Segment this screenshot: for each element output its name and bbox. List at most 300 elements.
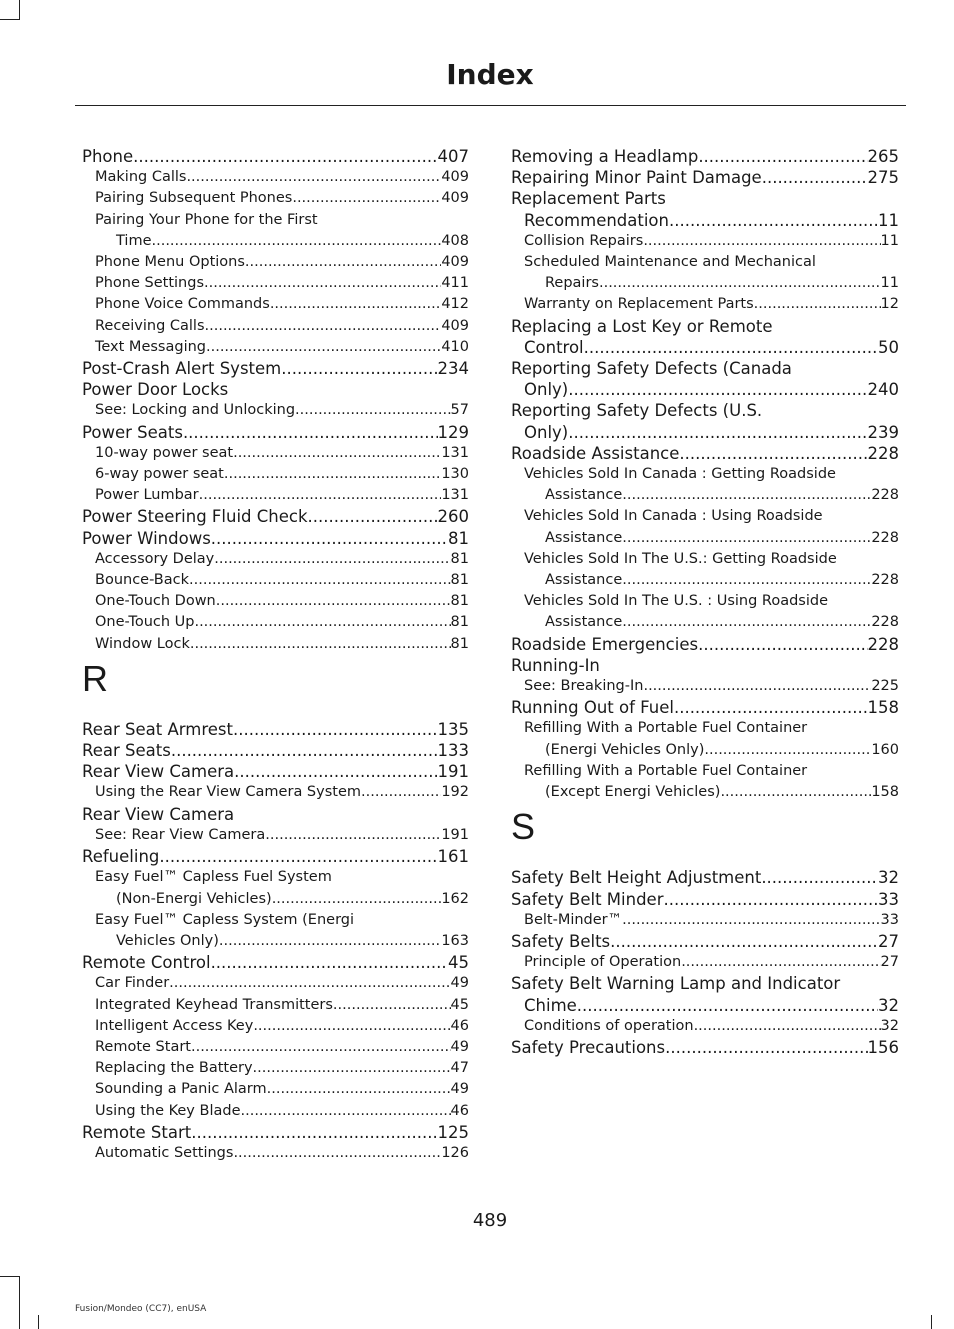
entry-row: [82, 740, 469, 761]
index-entry: [511, 358, 899, 400]
leader-dots: [281, 358, 437, 379]
entry-row: [82, 528, 469, 549]
entry-text: 6-way power seat: [95, 466, 224, 483]
leader-dots: [216, 591, 451, 612]
section-letter: R: [82, 657, 108, 699]
index-entry: [511, 867, 899, 888]
leader-dots: [191, 1037, 451, 1058]
leader-dots: [233, 1143, 441, 1164]
leader-dots: [704, 740, 871, 761]
entry-row: [511, 952, 899, 973]
index-subentry: [82, 1037, 469, 1058]
leader-dots: [267, 1079, 451, 1100]
entry-text: One-Touch Up: [95, 614, 195, 631]
page-reference: 49: [450, 1038, 469, 1055]
index-subentry: [82, 188, 469, 209]
entry-text: Warranty on Replacement Parts: [524, 296, 754, 313]
index-subentry: [82, 273, 469, 294]
entry-text: Window Lock: [95, 635, 190, 652]
index-subentry: [82, 464, 469, 485]
entry-text: Removing a Headlamp: [511, 147, 699, 166]
index-entry: [511, 697, 899, 718]
index-entry: [511, 655, 899, 676]
page-reference: 45: [450, 996, 469, 1013]
page-reference: 191: [437, 762, 469, 782]
page-reference: 409: [441, 169, 469, 186]
entry-text: Rear View Camera: [82, 762, 235, 782]
leader-dots: [292, 188, 441, 209]
entry-text: Easy Fuel™ Capless Fuel System: [95, 869, 332, 886]
index-entry: [82, 1122, 469, 1143]
entry-text: Making Calls: [95, 169, 187, 186]
entry-text: Using the Rear View Camera System: [95, 784, 362, 801]
entry-text: Assistance: [545, 614, 623, 631]
index-subentry: [511, 591, 899, 633]
leader-dots: [204, 273, 441, 294]
entry-row: [82, 931, 469, 952]
leader-dots: [190, 634, 451, 655]
entry-text: Running-In: [511, 655, 600, 675]
entry-text: Remote Start: [82, 1122, 192, 1142]
entry-row: [511, 995, 899, 1016]
page-reference: 49: [450, 975, 469, 992]
page-reference: 126: [441, 1144, 469, 1161]
leader-dots: [270, 294, 442, 315]
leader-dots: [224, 464, 441, 485]
index-subentry: [82, 634, 469, 655]
page-reference: 27: [880, 954, 899, 971]
entry-text: Only): [524, 422, 569, 442]
leader-dots: [233, 719, 438, 740]
entry-text: Collision Repairs: [524, 232, 644, 249]
leader-dots: [241, 1101, 451, 1122]
index-subentry: [82, 549, 469, 570]
leader-dots: [599, 273, 881, 294]
entry-row: [82, 570, 469, 591]
index-entry: [511, 973, 899, 1015]
leader-dots: [194, 612, 450, 633]
entry-text: Phone Menu Options: [95, 254, 245, 271]
page-reference: 410: [441, 338, 469, 355]
entry-row: [511, 167, 899, 188]
entry-row: [82, 273, 469, 294]
entry-row: [511, 697, 899, 718]
leader-dots: [622, 528, 871, 549]
index-entry: [511, 889, 899, 910]
entry-row: [82, 612, 469, 633]
leader-dots: [206, 337, 441, 358]
entry-row: [511, 740, 899, 761]
index-entry: [82, 422, 469, 443]
leader-dots: [171, 740, 438, 761]
index-subentry: [82, 294, 469, 315]
leader-dots: [234, 761, 437, 782]
index-entry: [82, 379, 469, 400]
page-reference: 27: [878, 931, 899, 951]
page-reference: 162: [441, 890, 469, 907]
entry-text: Remote Control: [82, 953, 211, 973]
leader-dots: [199, 485, 442, 506]
page-reference: 265: [867, 147, 899, 166]
leader-dots: [205, 316, 442, 337]
entry-row: [82, 1079, 469, 1100]
leader-dots: [214, 549, 450, 570]
page-reference: 129: [437, 422, 469, 442]
leader-dots: [720, 782, 871, 803]
leader-dots: [698, 634, 867, 655]
entry-row: [82, 889, 469, 910]
leader-dots: [245, 252, 441, 273]
leader-dots: [610, 931, 878, 952]
page-reference: 409: [441, 254, 469, 271]
entry-text: Phone Settings: [95, 275, 204, 292]
leader-dots: [191, 1122, 437, 1143]
index-subentry: [511, 1016, 899, 1037]
index-subentry: [82, 1143, 469, 1164]
index-subentry: [82, 316, 469, 337]
index-subentry: [82, 867, 469, 909]
leader-dots: [186, 167, 441, 188]
index-column-right: [511, 146, 899, 1058]
entry-text: Vehicles Sold In The U.S.: Getting Roadside: [524, 550, 837, 567]
leader-dots: [219, 931, 441, 952]
leader-dots: [233, 443, 441, 464]
entry-text: (Non-Energi Vehicles): [116, 890, 272, 907]
entry-row: [511, 443, 899, 464]
page-reference: 12: [880, 296, 899, 313]
entry-row: [511, 570, 899, 591]
entry-text: See: Rear View Camera: [95, 826, 266, 843]
index-entry: [82, 528, 469, 549]
page-reference: 49: [450, 1081, 469, 1098]
page-reference: 411: [441, 275, 469, 292]
leader-dots: [643, 231, 880, 252]
entry-row: [82, 506, 469, 527]
leader-dots: [568, 422, 867, 443]
index-subentry: [82, 1058, 469, 1079]
section-letter: S: [511, 806, 536, 848]
entry-row: [82, 846, 469, 867]
entry-row: [82, 719, 469, 740]
index-entry: [82, 952, 469, 973]
leader-dots: [694, 1016, 881, 1037]
page-reference: 46: [450, 1017, 469, 1034]
entry-text: Reporting Safety Defects (Canada: [511, 359, 792, 379]
entry-text: Roadside Assistance: [511, 443, 680, 463]
page-reference: 50: [878, 337, 899, 357]
index-subentry: [511, 718, 899, 760]
entry-text: Refueling: [82, 847, 160, 867]
entry-text: (Energi Vehicles Only): [545, 741, 705, 758]
leader-dots: [133, 146, 437, 167]
entry-row: [511, 676, 899, 697]
entry-text: Assistance: [545, 529, 623, 546]
index-entry: [82, 846, 469, 867]
index-subentry: [82, 570, 469, 591]
entry-row: [511, 1037, 899, 1058]
page-reference: 409: [441, 190, 469, 207]
index-entry: [82, 358, 469, 379]
page-reference: 32: [878, 995, 899, 1015]
page-reference: 412: [441, 296, 469, 313]
page-reference: 131: [441, 487, 469, 504]
entry-row: [82, 485, 469, 506]
page-reference: 135: [437, 719, 469, 739]
entry-text: Phone Voice Commands: [95, 296, 270, 313]
index-subentry: [82, 1079, 469, 1100]
page-reference: 57: [450, 402, 469, 419]
entry-text: Scheduled Maintenance and Mechanical: [524, 254, 816, 271]
entry-row: [82, 231, 469, 252]
entry-row: [82, 591, 469, 612]
entry-text: Automatic Settings: [95, 1144, 234, 1161]
index-subentry: [511, 910, 899, 931]
leader-dots: [622, 910, 880, 931]
footer-text: Fusion/Mondeo (CC7), enUSA: [75, 1304, 207, 1314]
entry-text: Bounce-Back: [95, 572, 190, 589]
entry-text: Text Messaging: [95, 338, 206, 355]
entry-text: (Except Energi Vehicles): [545, 784, 721, 801]
leader-dots: [622, 485, 871, 506]
entry-text: Safety Belt Height Adjustment: [511, 868, 762, 888]
entry-row: [82, 400, 469, 421]
page-reference: 228: [871, 614, 899, 631]
page-reference: 46: [450, 1102, 469, 1119]
index-subentry: [82, 443, 469, 464]
entry-row: [511, 379, 899, 400]
index-entry: [511, 316, 899, 358]
page-reference: 125: [437, 1122, 469, 1142]
index-subentry: [511, 464, 899, 506]
entry-row: [82, 167, 469, 188]
entry-row: [511, 273, 899, 294]
entry-text: See: Locking and Unlocking: [95, 402, 296, 419]
entry-text: Rear Seats: [82, 741, 171, 761]
entry-row: [511, 485, 899, 506]
entry-text: Using the Key Blade: [95, 1102, 241, 1119]
index-entry: [511, 188, 899, 230]
entry-row: [511, 1016, 899, 1037]
index-subentry: [82, 995, 469, 1016]
page-reference: 81: [450, 614, 469, 631]
leader-dots: [211, 528, 448, 549]
page-reference: 32: [878, 868, 899, 888]
index-subentry: [82, 973, 469, 994]
leader-dots: [577, 995, 878, 1016]
entry-row: [82, 337, 469, 358]
entry-text: Repairs: [545, 275, 599, 292]
entry-text: Remote Start: [95, 1038, 191, 1055]
entry-text: Pairing Your Phone for the First: [95, 211, 318, 228]
page-reference: 131: [441, 444, 469, 461]
index-subentry: [82, 910, 469, 952]
index-subentry: [82, 825, 469, 846]
index-subentry: [82, 337, 469, 358]
crop-mark-bottom-left-tick: [38, 1315, 39, 1329]
entry-text: Only): [524, 380, 569, 400]
leader-dots: [183, 422, 438, 443]
page-reference: 407: [437, 147, 469, 166]
entry-text: Power Lumbar: [95, 487, 199, 504]
entry-text: Replacing a Lost Key or Remote: [511, 316, 773, 336]
entry-text: Pairing Subsequent Phones: [95, 190, 293, 207]
entry-text: Rear Seat Armrest: [82, 719, 233, 739]
leader-dots: [584, 337, 878, 358]
index-entry: [511, 443, 899, 464]
index-column-left: [82, 146, 469, 1164]
page-reference: 163: [441, 932, 469, 949]
page-reference: 275: [867, 168, 899, 188]
entry-row: [82, 422, 469, 443]
leader-dots: [681, 952, 880, 973]
page-reference: 408: [441, 232, 469, 249]
leader-dots: [622, 612, 871, 633]
crop-mark-top-left-v: [19, 0, 20, 20]
page-reference: 228: [871, 529, 899, 546]
page-reference: 45: [448, 953, 469, 973]
entry-text: Reporting Safety Defects (U.S.: [511, 401, 763, 421]
entry-text: Refilling With a Portable Fuel Container: [524, 762, 808, 779]
page-reference: 158: [871, 784, 899, 801]
entry-text: Control: [524, 337, 584, 357]
page-reference: 192: [441, 784, 469, 801]
entry-row: [82, 146, 469, 167]
index-entry: [82, 146, 469, 167]
index-subentry: [82, 167, 469, 188]
index-subentry: [511, 294, 899, 315]
entry-row: [511, 146, 899, 167]
page-reference: 228: [867, 443, 899, 463]
leader-dots: [159, 846, 437, 867]
page-reference: 81: [450, 572, 469, 589]
page-reference: 228: [871, 487, 899, 504]
entry-text: Assistance: [545, 487, 623, 504]
entry-text: Repairing Minor Paint Damage: [511, 168, 762, 188]
leader-dots: [754, 294, 881, 315]
entry-row: [82, 188, 469, 209]
leader-dots: [308, 506, 438, 527]
entry-row: [82, 825, 469, 846]
entry-row: [82, 1016, 469, 1037]
leader-dots: [679, 443, 867, 464]
leader-dots: [643, 676, 871, 697]
index-subentry: [82, 1101, 469, 1122]
entry-text: Power Seats: [82, 422, 183, 442]
index-subentry: [511, 676, 899, 697]
entry-row: [82, 358, 469, 379]
page-reference: 240: [867, 380, 899, 400]
entry-text: Time: [116, 232, 152, 249]
entry-text: One-Touch Down: [95, 593, 216, 610]
page-reference: 191: [441, 826, 469, 843]
entry-text: Safety Belts: [511, 931, 611, 951]
page-reference: 47: [450, 1060, 469, 1077]
leader-dots: [663, 889, 878, 910]
leader-dots: [568, 379, 867, 400]
page-reference: 156: [867, 1037, 899, 1057]
entry-text: Car Finder: [95, 975, 170, 992]
leader-dots: [665, 1037, 867, 1058]
page-reference: 160: [871, 741, 899, 758]
leader-dots: [211, 952, 448, 973]
index-entry: [82, 506, 469, 527]
leader-dots: [295, 400, 451, 421]
entry-text: Rear View Camera: [82, 804, 235, 824]
entry-row: [511, 294, 899, 315]
entry-row: [82, 761, 469, 782]
entry-text: Power Windows: [82, 528, 211, 548]
crop-mark-top-left-h: [0, 19, 20, 20]
entry-row: [82, 464, 469, 485]
entry-row: [511, 422, 899, 443]
index-entry: [511, 146, 899, 167]
entry-row: [511, 612, 899, 633]
entry-text: Chime: [524, 995, 577, 1015]
entry-text: Running Out of Fuel: [511, 698, 674, 718]
entry-row: [82, 1143, 469, 1164]
entry-text: Assistance: [545, 572, 623, 589]
index-subentry: [82, 1016, 469, 1037]
entry-row: [82, 1101, 469, 1122]
index-subentry: [82, 612, 469, 633]
entry-text: Vehicles Sold In Canada : Getting Roadside: [524, 466, 836, 483]
page-reference: 81: [450, 550, 469, 567]
entry-text: Vehicles Sold In Canada : Using Roadside: [524, 508, 823, 525]
entry-text: Conditions of operation: [524, 1017, 694, 1034]
entry-text: Replacement Parts: [511, 189, 666, 209]
page-reference: 161: [437, 847, 469, 867]
page-reference: 228: [867, 634, 899, 654]
page-reference: 260: [437, 507, 469, 527]
leader-dots: [253, 1058, 451, 1079]
entry-row: [82, 973, 469, 994]
entry-row: [511, 337, 899, 358]
index-subentry: [511, 952, 899, 973]
index-subentry: [511, 252, 899, 294]
index-entry: [511, 634, 899, 655]
index-entry: [511, 931, 899, 952]
index-entry: [511, 1037, 899, 1058]
title-divider: [75, 105, 906, 106]
index-subentry: [511, 549, 899, 591]
entry-text: Roadside Emergencies: [511, 634, 699, 654]
index-subentry: [511, 231, 899, 252]
entry-row: [82, 634, 469, 655]
entry-row: [82, 1037, 469, 1058]
index-subentry: [82, 591, 469, 612]
entry-row: [82, 294, 469, 315]
entry-text: Integrated Keyhead Transmitters: [95, 996, 333, 1013]
entry-text: Safety Belt Warning Lamp and Indicator: [511, 974, 841, 994]
index-subentry: [82, 485, 469, 506]
entry-row: [82, 1058, 469, 1079]
entry-text: See: Breaking-In: [524, 678, 644, 695]
entry-text: Principle of Operation: [524, 954, 682, 971]
entry-row: [511, 210, 899, 231]
index-entry: [511, 167, 899, 188]
page-reference: 225: [871, 678, 899, 695]
entry-text: Sounding a Panic Alarm: [95, 1081, 267, 1098]
page-reference: 239: [867, 422, 899, 442]
entry-row: [82, 252, 469, 273]
leader-dots: [265, 825, 441, 846]
index-entry: [82, 740, 469, 761]
entry-row: [511, 231, 899, 252]
entry-text: Accessory Delay: [95, 550, 215, 567]
entry-row: [82, 952, 469, 973]
leader-dots: [189, 570, 451, 591]
page-reference: 11: [878, 210, 899, 230]
